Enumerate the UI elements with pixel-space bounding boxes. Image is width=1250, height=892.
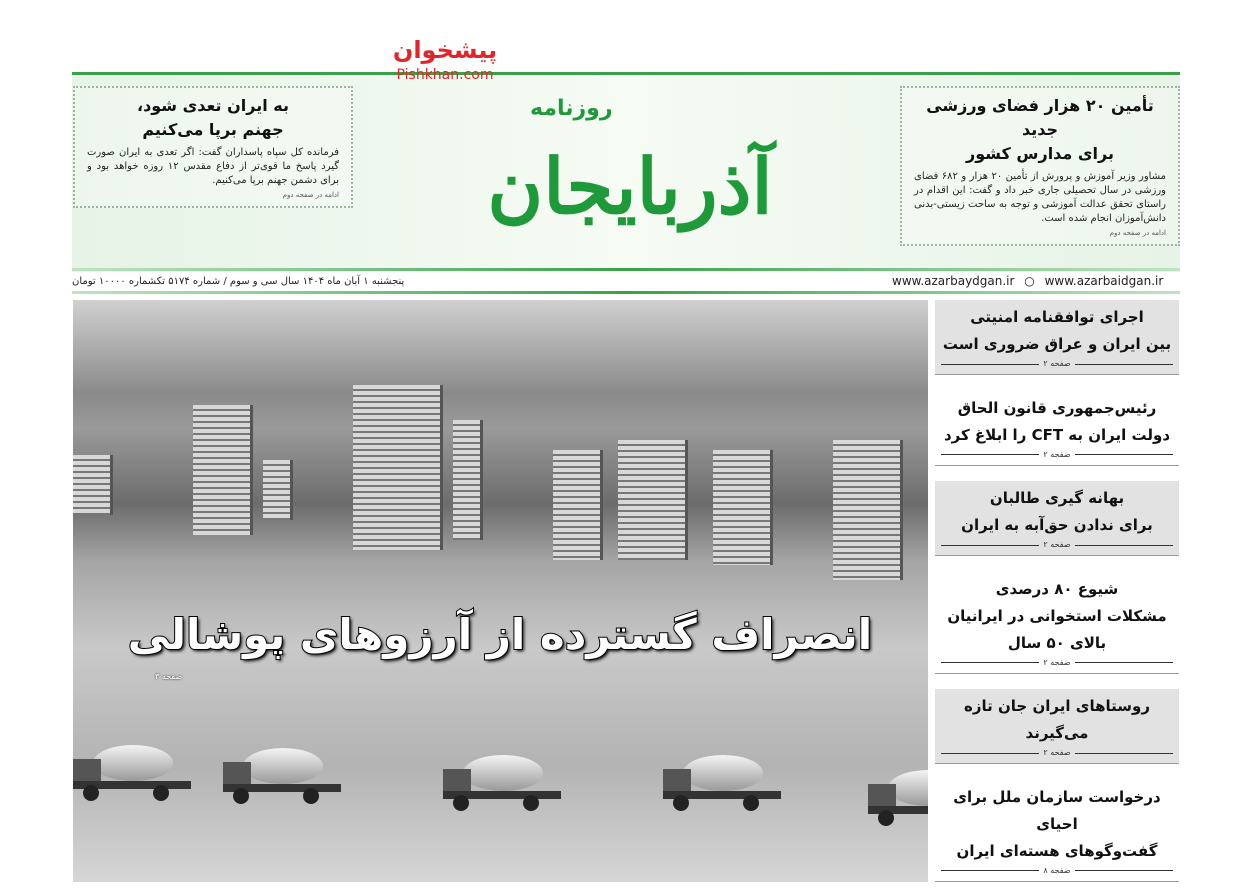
website-link[interactable]: www.azarbaidgan.ir	[1044, 274, 1164, 288]
newspaper-subtitle: روزنامه	[530, 96, 613, 121]
side-news-column	[935, 300, 1179, 882]
news-title: رئیس‌جمهوری قانون الحاق	[957, 398, 1157, 417]
separator-icon: ○	[1024, 274, 1035, 288]
news-item[interactable]	[935, 300, 1179, 375]
continued-note: ادامه در صفحه دوم	[282, 191, 339, 199]
page-reference: صفحه ۲	[941, 747, 1173, 759]
websites	[892, 274, 1163, 288]
news-title: روستاهای ایران جان تازه می‌گیرند	[964, 697, 1150, 743]
divider	[72, 268, 1180, 271]
news-item[interactable]	[935, 391, 1179, 466]
teaser-title: تأمین ۲۰ هزار فضای ورزشی جدید	[926, 96, 1154, 139]
news-item[interactable]	[935, 481, 1179, 556]
page-reference: صفحه ۲	[941, 449, 1173, 461]
main-photo	[73, 300, 928, 882]
watermark-fa: پیشخوان	[392, 36, 498, 64]
page-reference: صفحه ۳	[155, 672, 183, 681]
news-title: اجرای توافقنامه امنیتی	[970, 308, 1144, 326]
page-reference: صفحه ۲	[941, 539, 1173, 551]
teaser-body: فرمانده کل سپاه پاسداران گفت: اگر تعدی به ایران صورت گیرد پاسخ ما قوی‌تر از دفاع مقدس ۱۲ روزه خواهد بود و برای دشمن جهنم برپا می‌کنیم.	[87, 147, 339, 186]
pishkhan-watermark	[380, 34, 510, 84]
continued-note: ادامه در صفحه دوم	[1109, 229, 1166, 237]
news-title: بهانه گیری طالبان	[989, 489, 1125, 508]
page-reference: صفحه ۲	[941, 657, 1173, 669]
news-title: شیوع ۸۰ درصدی	[995, 579, 1119, 598]
teaser-body: مشاور وزیر آموزش و پرورش از تأمین ۲۰ هزار و ۶۸۲ فضای ورزشی در سال تحصیلی جاری خبر داد و گفت: این اقدام در راستای تحقق عدالت آموزشی و توجه به ساحت زیستی-بدنی دانش‌آموزان انجام شده است.	[914, 171, 1167, 224]
teaser-title: به ایران تعدی شود،	[136, 96, 289, 115]
news-item[interactable]	[935, 780, 1179, 882]
divider	[72, 291, 1180, 294]
news-item[interactable]	[935, 572, 1179, 674]
news-title: درخواست سازمان ملل برای احیای	[953, 787, 1161, 833]
news-title: بین ایران و عراق ضروری است	[942, 335, 1172, 353]
news-title: مشکلات استخوانی در ایرانیان	[947, 606, 1167, 625]
website-link[interactable]: www.azarbaydgan.ir	[892, 274, 1015, 288]
main-headline[interactable]: انصراف گسترده از آرزوهای پوشالی	[127, 610, 873, 659]
page-reference: صفحه ۲	[941, 358, 1173, 370]
news-title: بالای ۵۰ سال	[1007, 633, 1107, 652]
right-teaser-box[interactable]	[900, 86, 1180, 246]
watermark-en: Pishkhan.com	[396, 67, 494, 83]
news-title: برای ندادن حق‌آبه به ایران	[961, 516, 1153, 535]
date-line: پنجشنبه ۱ آبان ماه ۱۴۰۴ سال سی و سوم / شماره ۵۱۷۴ تکشماره ۱۰۰۰۰ تومان	[72, 276, 405, 287]
teaser-title: جهنم برپا می‌کنیم	[142, 120, 284, 139]
news-title: دولت ایران به CFT را ابلاغ کرد	[943, 425, 1171, 444]
left-teaser-box[interactable]	[73, 86, 353, 208]
news-title: گفت‌وگوهای هسته‌ای ایران	[956, 841, 1158, 860]
page-reference: صفحه ۸	[941, 865, 1173, 877]
teaser-title: برای مدارس کشور	[966, 144, 1114, 163]
news-item[interactable]	[935, 689, 1179, 764]
newspaper-logo: آذربایجان	[487, 142, 773, 231]
